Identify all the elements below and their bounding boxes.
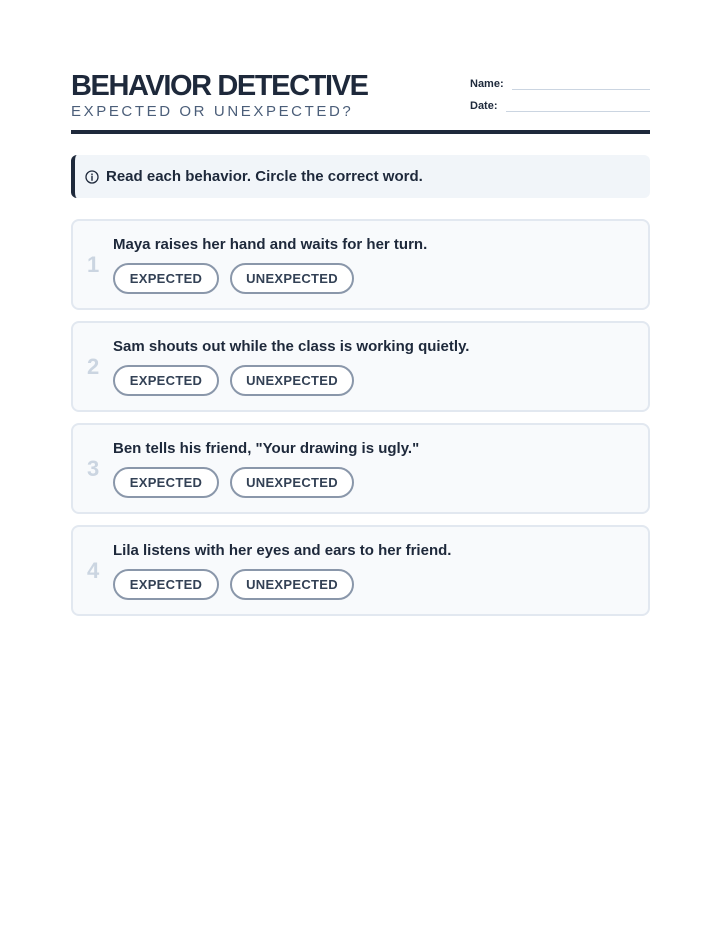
- instruction-text: Read each behavior. Circle the correct word.: [106, 168, 423, 185]
- question-card: [71, 219, 650, 310]
- worksheet-header: [71, 0, 650, 134]
- question-number: 2: [87, 354, 100, 379]
- question-number: 3: [87, 456, 100, 481]
- name-label: Name:: [470, 78, 504, 90]
- unexpected-option[interactable]: UNEXPECTED: [230, 365, 354, 396]
- expected-option[interactable]: EXPECTED: [113, 467, 219, 498]
- question-text: Lila listens with her eyes and ears to her friend.: [113, 542, 452, 559]
- name-line[interactable]: [512, 75, 650, 90]
- unexpected-option[interactable]: UNEXPECTED: [230, 467, 354, 498]
- unexpected-option[interactable]: UNEXPECTED: [230, 569, 354, 600]
- question-text: Sam shouts out while the class is working quietly.: [113, 338, 470, 355]
- question-number: 4: [87, 558, 100, 583]
- answer-options: [113, 365, 365, 396]
- answer-options: [113, 467, 365, 498]
- answer-options: [113, 569, 365, 600]
- student-fields: [470, 70, 650, 114]
- info-icon: [85, 170, 99, 184]
- instruction-banner: [71, 155, 650, 198]
- question-number: 1: [87, 252, 100, 277]
- expected-option[interactable]: EXPECTED: [113, 365, 219, 396]
- date-field: [470, 92, 650, 112]
- expected-option[interactable]: EXPECTED: [113, 263, 219, 294]
- worksheet-title: BEHAVIOR DETECTIVE: [71, 70, 368, 102]
- question-card: [71, 321, 650, 412]
- question-list: [71, 219, 650, 627]
- answer-options: [113, 263, 365, 294]
- question-card: [71, 423, 650, 514]
- date-label: Date:: [470, 100, 498, 112]
- question-card: [71, 525, 650, 616]
- worksheet-subtitle: EXPECTED OR UNEXPECTED?: [71, 103, 354, 120]
- unexpected-option[interactable]: UNEXPECTED: [230, 263, 354, 294]
- question-text: Maya raises her hand and waits for her turn.: [113, 236, 428, 253]
- date-line[interactable]: [506, 97, 650, 112]
- expected-option[interactable]: EXPECTED: [113, 569, 219, 600]
- worksheet-page: [71, 0, 650, 592]
- name-field: [470, 70, 650, 90]
- question-text: Ben tells his friend, "Your drawing is ugly.": [113, 440, 420, 457]
